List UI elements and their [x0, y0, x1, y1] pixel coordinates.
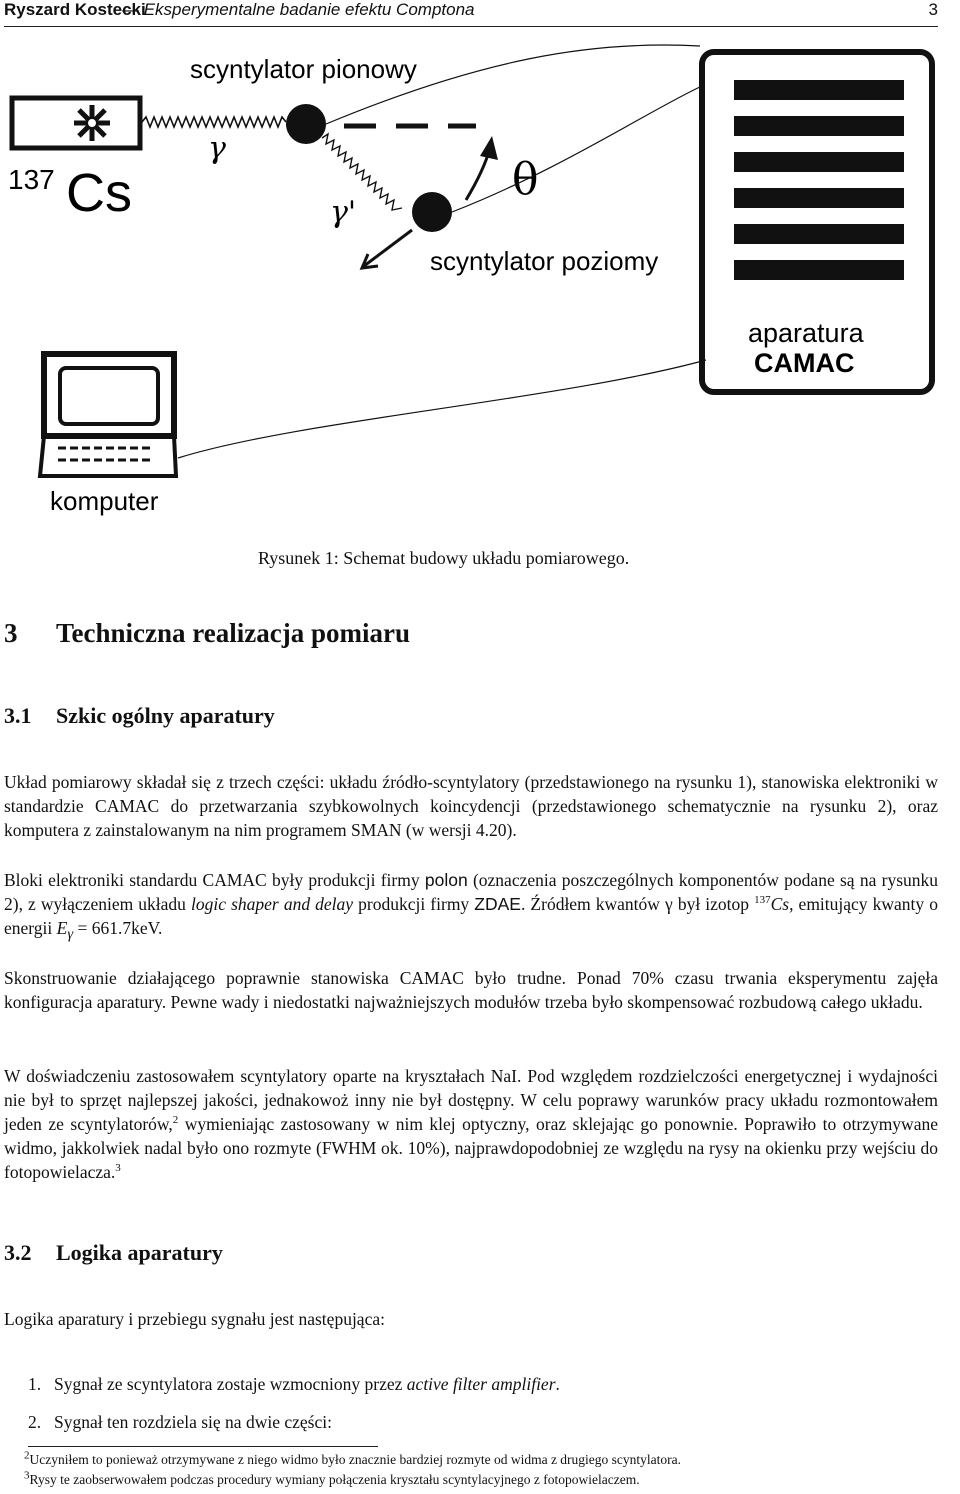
footnote-rule: [28, 1446, 378, 1447]
list-item: 1. Sygnał ze scyntylatora zostaje wzmocniony przez active filter amplifier.: [28, 1374, 560, 1394]
horizontal-scintillator: [412, 192, 452, 232]
computer-keyboard: [40, 436, 176, 476]
section-number: 3: [4, 618, 18, 648]
list-item: 2. Sygnał ten rozdziela się na dwie części:: [28, 1412, 332, 1432]
section-3-heading: [4, 618, 410, 649]
section-title: Techniczna realizacja pomiaru: [56, 618, 410, 648]
paragraph-2: Bloki elektroniki standardu CAMAC były produkcji firmy polon (oznaczenia poszczególnych komponentów podane są na rysunku 2), z wyłączeniem układu logic shaper and delay produkcji firmy ZDAE. Źródłem kwantów γ był izotop $^{137}$Cs, emitujący kwanty o energii $E_\gamma = 661.7keV$.: [4, 870, 939, 943]
gamma-label: γ: [208, 131, 226, 166]
computer-label: komputer: [50, 486, 159, 516]
running-header: [4, 0, 938, 27]
logic-shaper-term: logic shaper and delay: [191, 894, 354, 914]
section-3-2-heading: [4, 1240, 223, 1266]
paragraph-5: Logika aparatury i przebiegu sygnału jest następująca:: [4, 1309, 385, 1329]
outgoing-arrow: [364, 230, 412, 266]
setup-schematic: [0, 40, 960, 530]
horizontal-scintillator-label: scyntylator poziomy: [430, 246, 659, 276]
header-title: — Eksperymentalne badanie efektu Comptona: [122, 0, 475, 19]
subsection-title: Logika aparatury: [56, 1240, 223, 1265]
vertical-scintillator-label: scyntylator pionowy: [190, 54, 417, 84]
paragraph-3: Skonstruowanie działającego poprawnie stanowiska CAMAC było trudne. Ponad 70% czasu trwania eksperymentu zajęła konfiguracja aparatury. Pewne wady i niedostatki najważniejszych modułów trzeba było skompensować rozbudową całego układu.: [4, 968, 938, 1012]
cable-computer: [178, 360, 706, 458]
polon-name: polon: [424, 870, 468, 890]
camac-label: CAMAC: [754, 348, 855, 378]
isotope-symbol-label: Cs: [66, 163, 132, 223]
footnote-ref-2: 2: [172, 1114, 179, 1127]
apparatus-label: aparatura: [748, 318, 864, 348]
gamma-ray-wave: [142, 117, 286, 127]
footnote-ref-3: 3: [115, 1162, 121, 1175]
vertical-scintillator: [286, 104, 326, 144]
isotope-mass-label: 137: [8, 164, 55, 195]
subsection-number: 3.1: [4, 703, 32, 728]
paragraph-1: Układ pomiarowy składał się z trzech części: układu źródło-scyntylatory (przedstawionego na rysunku 1), stanowiska elektroniki w standardzie CAMAC do przetwarzania szybkowolnych koincydencji (przedstawionego schematycznie na rysunku 2), oraz komputera z zainstalowanym na nim programem SMAN (w wersji 4.20).: [4, 772, 938, 840]
paragraph-4: W doświadczeniu zastosowałem scyntylatory oparte na kryształach NaI. Pod względem rozdzielczości energetycznej i wydajności nie był to sprzęt najlepszej jakości, jednakowoż inny nie był dostępny. W celu poprawy warunków pracy układu rozmontowałem jeden ze scyntylatorów,$^2$ wymieniając zastosowany w nim klej optyczny, oraz sklejając go ponownie. Poprawiło to otrzymywane widmo, jakkolwiek nadal było ono rozmyte (FWHM ok. 10%), najprawdopodobniej ze względu na rysy na okienku przy wejściu do fotopowielacza.$^3$: [4, 1066, 938, 1182]
figure-caption: Rysunek 1: Schemat budowy układu pomiarowego.: [258, 548, 630, 568]
zdae-name: ZDAE: [474, 894, 521, 914]
subsection-title: Szkic ogólny aparatury: [56, 703, 275, 728]
footnote-3: $^3$Rysy te zaobserwowałem podczas procedury wymiany połączenia kryształu scyntylacyjnego z fotopowielaczem.: [24, 1469, 640, 1487]
theta-label: θ: [512, 154, 539, 205]
page-number: 3: [928, 0, 938, 19]
gamma-prime-label: γ': [330, 195, 357, 230]
footnote-2: $^2$Uczyniłem to ponieważ otrzymywane z niego widmo było znacznie bardziej rozmyte od widma z drugiego scyntylatora.: [24, 1449, 682, 1467]
header-author: Ryszard Kostecki: [4, 0, 146, 19]
camac-slots: [734, 80, 904, 280]
section-3-1-heading: [4, 703, 275, 729]
subsection-number: 3.2: [4, 1240, 32, 1265]
